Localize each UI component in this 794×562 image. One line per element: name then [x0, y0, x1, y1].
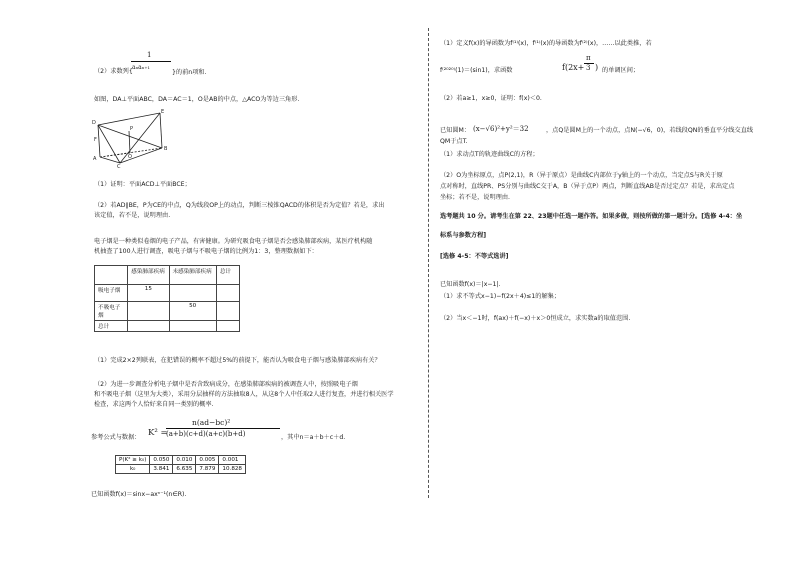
fig-label-o: O [128, 154, 132, 160]
table-row [116, 456, 246, 465]
function-definition: 已知函数f(x)＝sinx−axⁿ⁻¹(n∈R). [91, 491, 187, 498]
circle-q2-line1: （2）O为坐标原点，点P(2,1)，R（异于原点）是曲线C内部位于y轴上的一个动点，当定点S与R关于原 [440, 172, 723, 179]
q2-seq-suffix: }的前n项和. [172, 69, 207, 76]
pi-numerator: π [586, 54, 591, 62]
geometry-figure [92, 108, 172, 168]
table-cell [169, 285, 216, 302]
table-cell [95, 266, 128, 285]
critical-value-table [115, 455, 246, 474]
table-cell: 3.841 [150, 465, 173, 474]
k2-fraction-bar [166, 428, 280, 429]
stat-q1: （1）完成2×2列联表，在犯错误的概率不超过5%的前提下，能否认为吸食电子烟与感染肺部疾病有关？ [94, 357, 381, 364]
geo-intro: 如图，DA⊥平面ABC，DA＝AC＝1，O是AB的中点，△ACO为等边三角形. [94, 96, 300, 103]
fraction-denominator: aₙaₙ₊₁ [132, 64, 150, 71]
circle-equation: (x−√6)²+y²＝32 [473, 125, 529, 133]
geo-q2-line2: 该定值，若不是，说明理由. [94, 212, 171, 219]
table-cell: 0.010 [173, 456, 196, 465]
table-cell: P(K² ≥ k₀) [116, 456, 150, 465]
table-row [95, 321, 240, 332]
table-cell: 吸电子烟 [95, 285, 128, 302]
table-cell [128, 302, 169, 321]
k2-lhs: K² = [148, 428, 168, 438]
k2-tail: ，其中n＝a＋b＋c＋d. [281, 434, 346, 441]
fig-label-d: D [92, 120, 96, 126]
contingency-table [94, 265, 240, 332]
def-line2a: f⁽²⁰²⁰⁾(1)＝(sin1)，求函数 [440, 67, 513, 74]
table-header-cell: 感染肺部疾病 [128, 266, 169, 285]
reference-label: 参考公式与数据： [91, 434, 141, 441]
stat-intro-line1: 电子烟是一种类似卷烟的电子产品，有害健康。为研究吸食电子烟是否会感染肺部疾病，某医疗机构随 [94, 238, 373, 245]
fig-label-f: F [94, 137, 97, 143]
table-cell: 总计 [95, 321, 128, 332]
fig-label-a: A [93, 156, 97, 162]
table-cell [169, 321, 216, 332]
circle-q1: （1）求动点T的轨迹曲线C的方程； [440, 151, 539, 158]
inequality-intro: 已知函数f(x)＝|x−1|. [440, 281, 501, 288]
fig-label-b: B [164, 146, 168, 152]
fig-label-e: E [161, 109, 165, 115]
column-divider [428, 28, 429, 498]
fig-label-c: C [117, 164, 121, 168]
geo-q1: （1）证明：平面ACD⊥平面BCE； [94, 181, 191, 188]
fx-expression: f(2x+ [562, 63, 585, 72]
table-header-cell: 未感染肺部疾病 [169, 266, 216, 285]
elective-44-title: 标系与参数方程] [440, 232, 487, 239]
table-header-cell: 总计 [216, 266, 239, 285]
table-cell: k₀ [116, 465, 150, 474]
table-cell: 6.635 [173, 465, 196, 474]
table-cell: 15 [128, 285, 169, 302]
def-line1: （1）定义f(x)的导函数为f⁽¹⁾(x)，f⁽¹⁾(x)的导函数为f⁽²⁾(x)，……以此类推，若 [440, 40, 652, 47]
table-cell: 50 [169, 302, 216, 321]
k2-denominator: (a+b)(c+d)(a+c)(b+d) [166, 430, 246, 438]
func-q2: （2）若a≥1，x≥0，证明：f(x)＜0. [440, 95, 542, 102]
fraction-numerator: 1 [147, 51, 152, 59]
table-row [116, 465, 246, 474]
q2-seq-prefix: （2）求数列{ [94, 68, 133, 75]
table-header-row [95, 266, 240, 285]
table-row [95, 302, 240, 321]
fx-close-paren: ) [595, 63, 599, 72]
fig-label-p: P [130, 126, 134, 132]
inequality-q2: （2）当x＜−1时，f(ax)＋f(−x)＋x＞0恒成立，求实数a的取值范围. [440, 315, 631, 322]
table-cell: 0.050 [150, 456, 173, 465]
stat-q2-line3: 检查，求这两个人恰好来自同一类别的概率. [94, 401, 214, 408]
k2-numerator: n(ad−bc)² [192, 418, 231, 427]
stat-q2-line1: （2）为进一步调查分析电子烟中是否含致病成分，在感染肺部疾病的被调查人中，按照吸电子烟 [94, 381, 358, 388]
table-cell: 7.879 [196, 465, 219, 474]
geo-q2-line1: （2）若AD∥BE，P为CE的中点，Q为线段OP上的动点，判断三棱锥QACD的体积是否为定值？若是，求出 [94, 202, 385, 209]
circle-q2-line3: 坐标；若不是，说明理由. [440, 194, 511, 201]
stat-q2-line2: 和不吸电子烟（这里为大类），采用分层抽样的方法抽取8人，从这8个人中任取2人进行复查，并进行相关医学 [94, 391, 394, 398]
elective-instruction: 选考题共 10 分。请考生在第 22、23题中任选一题作答。如果多做，则按所做的第一题计分。[选修 4-4：坐 [440, 213, 743, 220]
inequality-q1: （1）求不等式x−1)−f(2x＋4)≤1的解集； [440, 293, 561, 300]
circle-description: ，点Q是圆M上的一个动点，点N(−√6，0)，若线段QN的垂直平分线交直线 [546, 127, 754, 134]
table-row [95, 285, 240, 302]
fraction-bar [131, 61, 171, 62]
pi-denominator: 3 [586, 64, 591, 72]
table-cell [216, 302, 239, 321]
table-cell [216, 285, 239, 302]
stat-intro-line2: 机抽查了100人进行调查，吸电子烟与不吸电子烟的比例为1：3，整理数据如下： [94, 248, 318, 255]
circle-line2: QM于点T. [440, 138, 468, 145]
table-cell: 10.828 [219, 465, 246, 474]
table-cell: 0.001 [219, 456, 246, 465]
table-cell: 不吸电子烟 [95, 302, 128, 321]
circle-q2-line2: 点对称时，直线PR、PS分别与曲线C交于A，B（异于点P）两点，判断直线AB是否过定点？若是，求出定点 [440, 183, 735, 190]
table-cell [216, 321, 239, 332]
circle-intro: 已知圆M： [440, 127, 471, 134]
table-cell [128, 321, 169, 332]
elective-45-title: [选修 4-5：不等式选讲] [440, 253, 509, 260]
table-cell: 0.005 [196, 456, 219, 465]
def-line2b: 的单调区间； [602, 67, 640, 74]
